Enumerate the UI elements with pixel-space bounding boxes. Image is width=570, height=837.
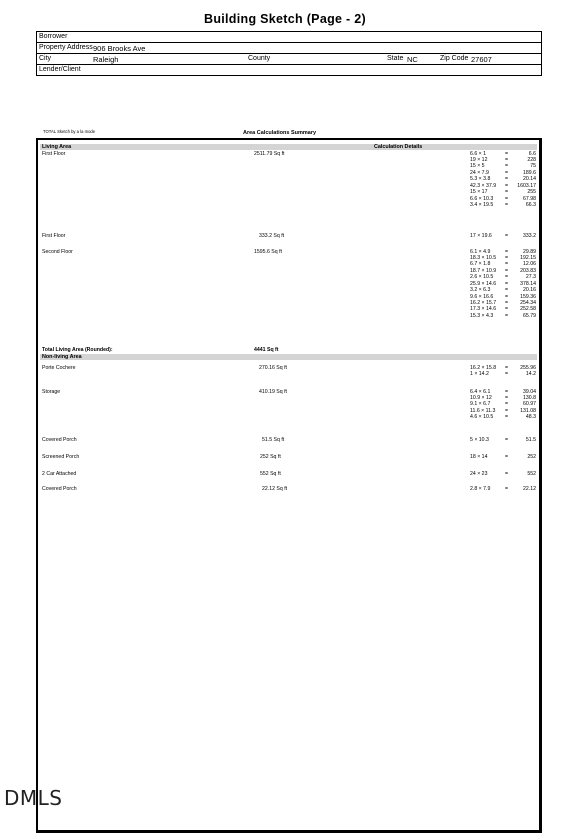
calc-equals: = xyxy=(505,254,509,261)
calc-dimensions: 6.6 × 10.3 xyxy=(470,195,494,202)
area-row-label: Storage xyxy=(42,389,61,395)
calc-result: 131.08 xyxy=(520,407,536,414)
calculation-line xyxy=(470,471,536,477)
area-row-value: 51.5 Sq ft xyxy=(262,437,285,443)
calc-equals: = xyxy=(505,306,509,313)
calc-dimensions: 24 × 23 xyxy=(470,470,488,477)
lender-row xyxy=(37,65,541,75)
calc-equals: = xyxy=(505,293,509,300)
calc-result: 189.6 xyxy=(523,169,536,176)
calc-dimensions: 15.3 × 4.3 xyxy=(470,312,494,319)
calculation-details-list xyxy=(470,151,536,209)
non-living-area-heading: Non-living Area xyxy=(42,354,82,360)
calc-dimensions: 6.6 × 1 xyxy=(470,150,487,157)
area-row-label: Porte Cochere xyxy=(42,365,76,371)
calc-dimensions: 15 × 5 xyxy=(470,163,485,170)
calc-dimensions: 42.3 × 37.9 xyxy=(470,182,497,189)
calc-equals: = xyxy=(505,169,509,176)
area-row-label: Covered Porch xyxy=(42,486,77,492)
calc-dimensions: 4.6 × 10.5 xyxy=(470,414,494,421)
calc-result: 6.6 xyxy=(528,150,536,157)
calc-dimensions: 3.2 × 6.3 xyxy=(470,287,491,294)
calc-result: 65.79 xyxy=(523,312,536,319)
calc-dimensions: 15 × 17 xyxy=(470,189,488,196)
calc-equals: = xyxy=(505,274,509,281)
calc-dimensions: 1 × 14.2 xyxy=(470,370,489,377)
calc-result: 1603.17 xyxy=(517,182,536,189)
calc-result: 159.36 xyxy=(520,293,536,300)
calc-dimensions: 16.2 × 15.7 xyxy=(470,300,497,306)
calc-equals: = xyxy=(505,407,509,414)
property-address-row xyxy=(37,43,541,54)
calculation-details-list xyxy=(470,437,536,443)
area-row-label: Screened Porch xyxy=(42,454,80,460)
calc-equals: = xyxy=(505,176,509,183)
calc-equals: = xyxy=(505,232,509,239)
property-address-label: Property Address xyxy=(39,44,93,51)
calc-equals: = xyxy=(505,195,509,202)
living-area-band xyxy=(40,144,537,150)
calc-dimensions: 6.7 × 1.8 xyxy=(470,261,491,268)
calc-dimensions: 17.3 × 14.6 xyxy=(470,306,497,313)
calculation-details-list xyxy=(470,249,536,320)
calc-equals: = xyxy=(505,163,509,170)
lender-label: Lender/Client xyxy=(39,66,81,73)
non-living-area-band xyxy=(40,354,537,360)
calc-result: 192.15 xyxy=(520,254,536,261)
city-label: City xyxy=(39,55,52,62)
county-label: County xyxy=(248,55,271,62)
calc-result: 130.8 xyxy=(523,394,536,401)
calc-result: 203.83 xyxy=(520,267,536,274)
calc-equals: = xyxy=(505,150,509,157)
calc-result: 14.2 xyxy=(525,370,536,377)
calc-dimensions: 5.3 × 3.8 xyxy=(470,176,491,183)
calculation-line xyxy=(470,454,536,460)
calc-equals: = xyxy=(505,401,509,408)
calc-equals: = xyxy=(505,156,509,163)
calculation-line xyxy=(470,371,536,377)
calculation-details-list xyxy=(470,486,536,492)
calc-dimensions: 19 × 12 xyxy=(470,156,488,163)
calculation-details-heading: Calculation Details xyxy=(374,144,423,150)
borrower-row xyxy=(37,32,541,43)
calc-equals: = xyxy=(505,370,509,377)
city-value: Raleigh xyxy=(93,55,119,64)
area-row-value: 552 Sq ft xyxy=(260,471,281,477)
calc-equals: = xyxy=(505,300,509,306)
calculation-line xyxy=(470,486,536,492)
calc-result: 66.3 xyxy=(525,202,536,208)
calc-dimensions: 18.7 × 10.9 xyxy=(470,267,497,274)
calculation-line xyxy=(470,202,536,208)
total-living-area-value: 4441 Sq ft xyxy=(254,347,279,353)
calc-dimensions: 2.8 × 7.9 xyxy=(470,485,491,492)
calc-result: 252 xyxy=(527,453,536,460)
summary-title: Area Calculations Summary xyxy=(243,130,317,136)
calculation-details-list xyxy=(470,365,536,378)
calculation-line xyxy=(470,233,536,239)
calc-result: 51.5 xyxy=(525,436,536,443)
calc-result: 67.98 xyxy=(523,195,536,202)
calc-result: 39.04 xyxy=(523,388,536,395)
zip-label: Zip Code xyxy=(440,55,469,62)
calc-result: 228 xyxy=(527,156,536,163)
calc-dimensions: 24 × 7.9 xyxy=(470,169,489,176)
sketch-mode-note: TOTAL Sketch by a la mode xyxy=(43,129,96,134)
calc-equals: = xyxy=(505,470,509,477)
calc-result: 20.14 xyxy=(523,176,536,183)
calc-dimensions: 3.4 × 19.5 xyxy=(470,202,494,208)
calc-result: 29.89 xyxy=(523,248,536,255)
calc-equals: = xyxy=(505,280,509,287)
area-row-label: Second Floor xyxy=(42,249,73,255)
calculation-line xyxy=(470,313,536,319)
calc-dimensions: 16.2 × 15.8 xyxy=(470,364,497,371)
calc-equals: = xyxy=(505,394,509,401)
state-value: NC xyxy=(407,55,418,64)
calc-equals: = xyxy=(505,414,509,421)
calc-equals: = xyxy=(505,287,509,294)
calc-result: 48.3 xyxy=(525,414,536,421)
area-row-label: 2 Car Attached xyxy=(42,471,77,477)
area-row-value: 2511.79 Sq ft xyxy=(254,151,285,157)
calc-result: 255 xyxy=(527,189,536,196)
calc-equals: = xyxy=(505,485,509,492)
calc-result: 22.12 xyxy=(523,485,536,492)
calc-result: 12.06 xyxy=(523,261,536,268)
calc-result: 252.58 xyxy=(520,306,536,313)
calc-dimensions: 25.9 × 14.6 xyxy=(470,280,497,287)
area-row-value: 22.12 Sq ft xyxy=(262,486,288,492)
calc-dimensions: 5 × 10.3 xyxy=(470,436,489,443)
calc-equals: = xyxy=(505,436,509,443)
area-row-value: 270.16 Sq ft xyxy=(259,365,287,371)
calc-equals: = xyxy=(505,453,509,460)
calc-result: 75 xyxy=(530,163,536,170)
calculation-details-list xyxy=(470,454,536,460)
calc-dimensions: 10.9 × 12 xyxy=(470,394,492,401)
calc-result: 255.96 xyxy=(520,364,536,371)
area-row-value: 333.2 Sq ft xyxy=(259,233,285,239)
calc-equals: = xyxy=(505,261,509,268)
calc-dimensions: 9.1 × 6.7 xyxy=(470,401,491,408)
calc-dimensions: 6.1 × 4.9 xyxy=(470,248,491,255)
calc-equals: = xyxy=(505,248,509,255)
dmls-watermark: DMLS xyxy=(4,786,63,810)
area-row-value: 1595.6 Sq ft xyxy=(254,249,282,255)
calc-result: 20.16 xyxy=(523,287,536,294)
calc-dimensions: 17 × 19.6 xyxy=(470,232,492,239)
area-row-label: First Floor xyxy=(42,233,66,239)
borrower-label: Borrower xyxy=(39,33,68,40)
calc-equals: = xyxy=(505,189,509,196)
calc-dimensions: 6.4 × 6.1 xyxy=(470,388,491,395)
calc-result: 60.97 xyxy=(523,401,536,408)
calc-equals: = xyxy=(505,202,509,208)
calc-dimensions: 18.3 × 10.5 xyxy=(470,254,497,261)
area-row-value: 410.19 Sq ft xyxy=(259,389,287,395)
total-living-area-label: Total Living Area (Rounded): xyxy=(42,347,113,353)
calc-equals: = xyxy=(505,312,509,319)
calc-result: 27.3 xyxy=(525,274,536,281)
area-calculations-box xyxy=(36,138,542,833)
state-label: State xyxy=(387,55,404,62)
calc-equals: = xyxy=(505,388,509,395)
calc-equals: = xyxy=(505,182,509,189)
calculation-line xyxy=(470,437,536,443)
calculation-details-list xyxy=(470,471,536,477)
calculation-details-list xyxy=(470,233,536,239)
page-title: Building Sketch (Page - 2) xyxy=(204,12,366,26)
calc-dimensions: 2.6 × 10.5 xyxy=(470,274,494,281)
property-address-value: 906 Brooks Ave xyxy=(93,44,146,53)
calc-result: 333.2 xyxy=(523,232,536,239)
area-row-label: Covered Porch xyxy=(42,437,77,443)
area-row-value: 252 Sq ft xyxy=(260,454,281,460)
calc-dimensions: 11.6 × 11.3 xyxy=(470,407,496,414)
living-area-heading: Living Area xyxy=(42,144,72,150)
calculation-details-list xyxy=(470,389,536,421)
calc-dimensions: 18 × 14 xyxy=(470,453,488,460)
calc-equals: = xyxy=(505,267,509,274)
area-row-label: First Floor xyxy=(42,151,66,157)
subject-header-table xyxy=(36,31,542,76)
city-row xyxy=(37,54,541,65)
calc-result: 378.14 xyxy=(520,280,536,287)
calculation-line xyxy=(470,414,536,420)
calc-result: 254.34 xyxy=(520,300,536,306)
calc-dimensions: 9.6 × 16.6 xyxy=(470,293,494,300)
calc-equals: = xyxy=(505,364,509,371)
zip-value: 27607 xyxy=(471,55,492,64)
calc-result: 552 xyxy=(527,470,536,477)
